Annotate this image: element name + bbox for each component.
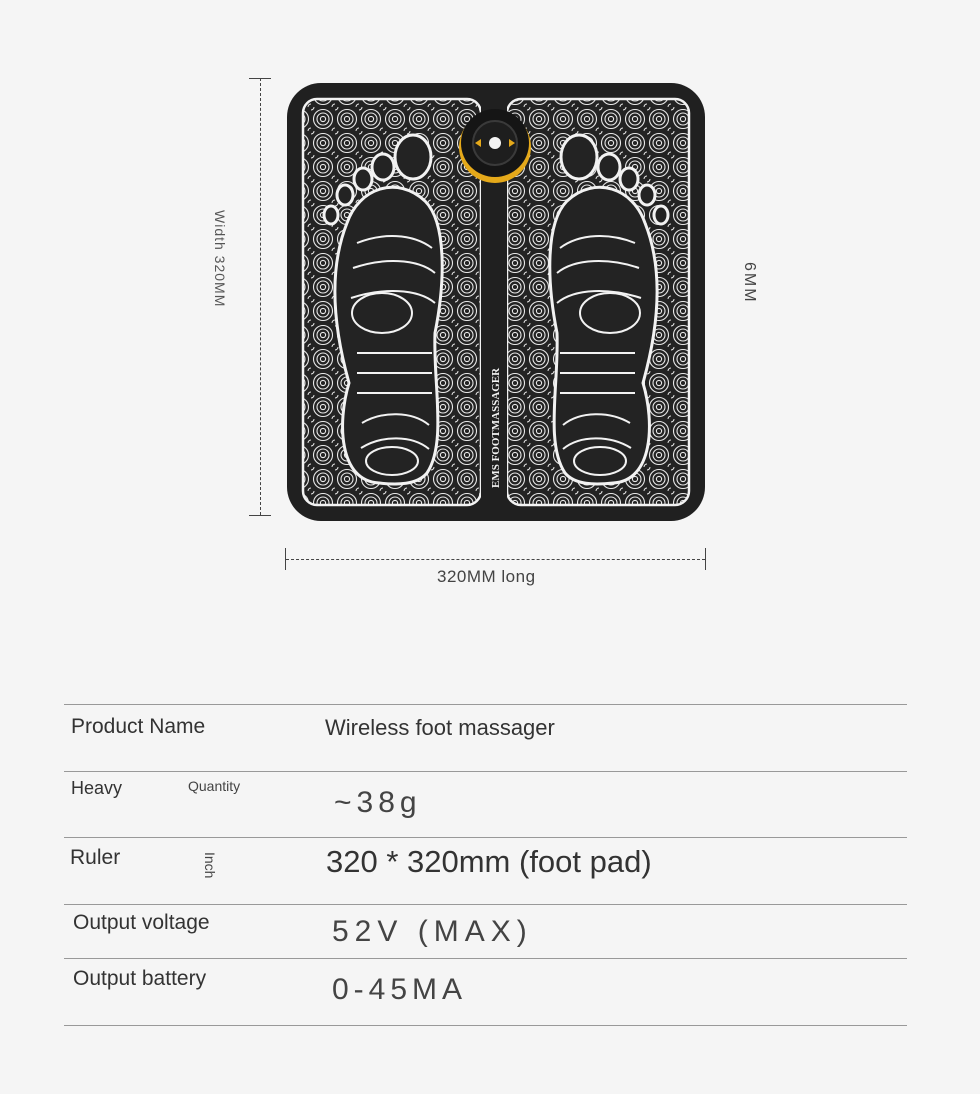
spec-row-weight	[64, 771, 907, 837]
spec-name: Ruler	[70, 846, 121, 869]
spec-value: 320 * 320mm (foot pad)	[326, 844, 652, 879]
specifications-table	[64, 704, 907, 1026]
foot-massager-mat-image	[287, 83, 705, 523]
spec-name: Output battery	[73, 967, 207, 990]
width-tick-bottom	[249, 515, 271, 516]
spec-value: ~38g	[334, 786, 422, 819]
spec-value: 52V (MAX)	[332, 915, 533, 948]
length-tick-right	[705, 548, 706, 570]
length-tick-left	[285, 548, 286, 570]
spec-row-product-name	[64, 704, 907, 771]
mat-brand-text: EMS FOOTMASSAGER	[490, 367, 502, 488]
spec-sub-label: Quantity	[188, 778, 241, 794]
spec-row-size	[64, 837, 907, 904]
spec-row-output-voltage	[64, 904, 907, 958]
length-dimension-line	[286, 559, 705, 560]
length-label: 320MM long	[437, 567, 536, 586]
width-tick-top	[249, 78, 271, 79]
spec-row-output-current	[64, 958, 907, 1026]
width-dimension-line	[260, 78, 261, 515]
thickness-label: 6MM	[741, 262, 758, 304]
width-label: Width 320MM	[212, 210, 228, 308]
spec-sub-label: Inch	[202, 852, 218, 879]
spec-name: Heavy	[71, 778, 123, 798]
spec-name: Product Name	[71, 715, 206, 738]
spec-value: Wireless foot massager	[325, 715, 555, 740]
spec-name: Output voltage	[73, 911, 210, 934]
spec-value: 0-45MA	[332, 973, 468, 1006]
